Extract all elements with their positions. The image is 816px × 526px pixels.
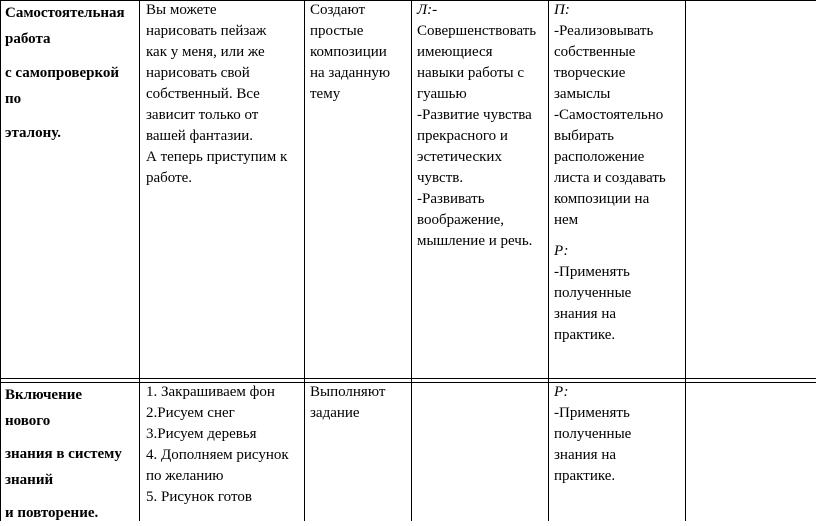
teacher-line: собственный. Все: [146, 86, 260, 102]
regulatory-line: -Применять: [554, 405, 630, 421]
stage-line: эталону.: [5, 125, 61, 141]
column-divider: [304, 0, 305, 521]
subject-outcomes-cell: [554, 382, 631, 487]
personal-line: эстетических: [417, 149, 502, 165]
teacher-activity-cell: [146, 382, 289, 508]
regulatory-line: знания на: [554, 447, 616, 463]
teacher-line: 5. Рисунок готов: [146, 489, 252, 505]
stage-cell: [5, 382, 122, 526]
teacher-line: 2.Рисуем снег: [146, 405, 235, 421]
teacher-line: Вы можете: [146, 2, 217, 18]
subject-label: П:: [554, 2, 570, 18]
teacher-line: 1. Закрашиваем фон: [146, 384, 275, 400]
teacher-line: 3.Рисуем деревья: [146, 426, 257, 442]
teacher-line: нарисовать пейзаж: [146, 23, 267, 39]
row-divider: [0, 378, 816, 379]
regulatory-line: практике.: [554, 327, 616, 343]
personal-line: прекрасного и: [417, 128, 508, 144]
column-divider: [411, 0, 412, 521]
column-divider: [0, 0, 1, 521]
column-divider: [548, 0, 549, 521]
stage-cell: [5, 0, 125, 146]
teacher-activity-cell: [146, 0, 287, 189]
subject-line: творческие: [554, 65, 626, 81]
subject-line: нем: [554, 212, 579, 228]
student-line: тему: [310, 86, 341, 102]
personal-line: -Развивать: [417, 191, 485, 207]
student-line: задание: [310, 405, 360, 421]
teacher-line: нарисовать свой: [146, 65, 250, 81]
teacher-line: вашей фантазии.: [146, 128, 254, 144]
personal-line: воображение,: [417, 212, 505, 228]
subject-line: собственные: [554, 44, 636, 60]
regulatory-label: Р:: [554, 384, 569, 400]
student-line: простые: [310, 23, 364, 39]
subject-line: композиции на: [554, 191, 650, 207]
regulatory-line: знания на: [554, 306, 616, 322]
personal-line: -Развитие чувства: [417, 107, 532, 123]
teacher-line: по желанию: [146, 468, 224, 484]
personal-label: Л:-: [417, 2, 438, 18]
student-line: композиции: [310, 44, 387, 60]
subject-line: -Самостоятельно: [554, 107, 664, 123]
student-activity-cell: [310, 382, 385, 424]
personal-line: чувств.: [417, 170, 464, 186]
regulatory-line: -Применять: [554, 264, 630, 280]
personal-outcomes-cell: [417, 0, 536, 252]
regulatory-line: полученные: [554, 426, 632, 442]
teacher-line: А теперь приступим к: [146, 149, 288, 165]
personal-line: имеющиеся: [417, 44, 493, 60]
subject-outcomes-cell: [554, 0, 666, 346]
stage-line: Самостоятельная: [5, 5, 125, 21]
personal-line: гуашью: [417, 86, 467, 102]
teacher-line: как у меня, или же: [146, 44, 265, 60]
stage-line: Включение: [5, 387, 83, 403]
column-divider: [139, 0, 140, 521]
stage-line: с самопроверкой: [5, 65, 120, 81]
student-line: Создают: [310, 2, 366, 18]
subject-line: листа и создавать: [554, 170, 666, 186]
stage-line: работа: [5, 31, 51, 47]
subject-line: -Реализовывать: [554, 23, 654, 39]
student-line: Выполняют: [310, 384, 386, 400]
personal-line: Совершенствовать: [417, 23, 537, 39]
stage-line: по: [5, 91, 22, 107]
student-activity-cell: [310, 0, 390, 105]
stage-line: знания в систему: [5, 446, 122, 462]
regulatory-line: практике.: [554, 468, 616, 484]
stage-line: знаний: [5, 472, 54, 488]
personal-line: навыки работы с: [417, 65, 525, 81]
column-divider: [685, 0, 686, 521]
regulatory-line: полученные: [554, 285, 632, 301]
subject-line: замыслы: [554, 86, 611, 102]
teacher-line: зависит только от: [146, 107, 259, 123]
subject-line: выбирать: [554, 128, 614, 144]
teacher-line: работе.: [146, 170, 193, 186]
row-divider: [0, 382, 816, 383]
stage-line: нового: [5, 413, 51, 429]
teacher-line: 4. Дополняем рисунок: [146, 447, 289, 463]
student-line: на заданную: [310, 65, 391, 81]
personal-line: мышление и речь.: [417, 233, 533, 249]
subject-line: расположение: [554, 149, 645, 165]
stage-line: и повторение.: [5, 505, 99, 521]
regulatory-label: Р:: [554, 243, 569, 259]
